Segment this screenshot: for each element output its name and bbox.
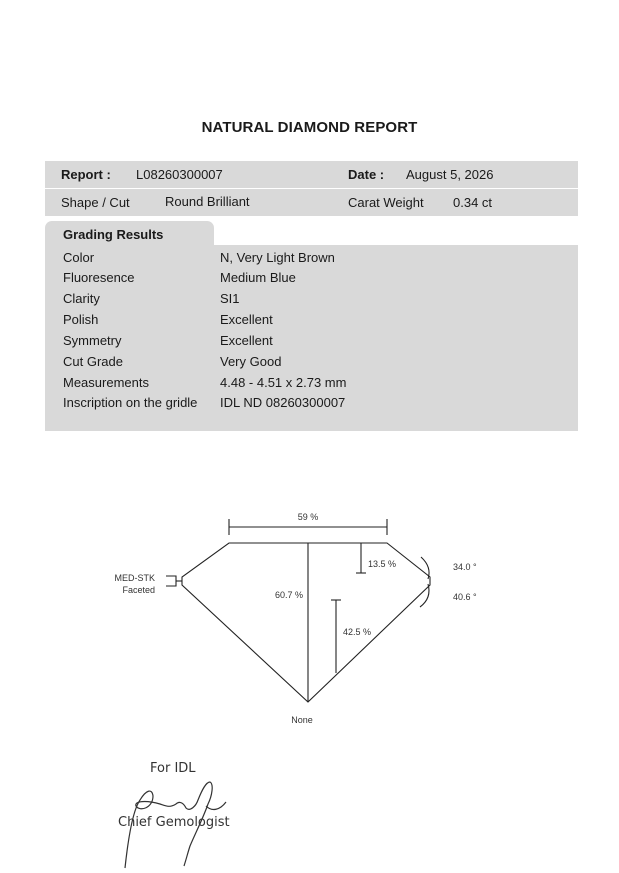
- report-number-label: Report :: [61, 167, 111, 182]
- grading-label: Measurements: [63, 375, 149, 390]
- crown-angle: 34.0 °: [453, 562, 477, 572]
- total-depth-percentage: 60.7 %: [275, 590, 304, 600]
- grading-label: Clarity: [63, 291, 100, 306]
- carat-weight-value: 0.34 ct: [453, 195, 493, 210]
- for-company-text: For IDL: [150, 761, 196, 776]
- grading-value: IDL ND 08260300007: [220, 395, 346, 410]
- carat-weight-label: Carat Weight: [348, 195, 424, 210]
- grading-results-heading: Grading Results: [63, 227, 164, 242]
- grading-label: Fluoresence: [63, 270, 135, 285]
- grading-value: N, Very Light Brown: [220, 250, 335, 265]
- grading-value: SI1: [220, 291, 240, 306]
- shape-cut-label: Shape / Cut: [61, 195, 130, 210]
- grading-label: Inscription on the gridle: [63, 395, 198, 410]
- report-title: NATURAL DIAMOND REPORT: [201, 119, 418, 136]
- girdle-bracket: [166, 576, 176, 586]
- grading-value: 4.48 - 4.51 x 2.73 mm: [220, 375, 347, 390]
- chief-gemologist-title: Chief Gemologist: [118, 815, 230, 830]
- signature-block: [118, 761, 230, 868]
- grading-label: Symmetry: [63, 333, 122, 348]
- culet-size: None: [291, 715, 313, 725]
- date-value: August 5, 2026: [406, 167, 494, 182]
- date-label: Date :: [348, 167, 385, 182]
- pavilion-angle: 40.6 °: [453, 592, 477, 602]
- grading-value: Medium Blue: [220, 270, 296, 285]
- girdle-finish: Faceted: [122, 585, 155, 595]
- table-percentage: 59 %: [297, 512, 319, 522]
- grading-value: Very Good: [220, 354, 282, 369]
- report-number-value: L08260300007: [136, 167, 223, 182]
- grading-label: Polish: [63, 312, 99, 327]
- grading-value: Excellent: [220, 312, 273, 327]
- pavilion-depth-percentage: 42.5 %: [343, 627, 372, 637]
- girdle-thickness: MED-STK: [114, 573, 155, 583]
- shape-cut-value: Round Brilliant: [165, 194, 250, 209]
- grading-label: Color: [63, 250, 95, 265]
- grading-label: Cut Grade: [63, 354, 123, 369]
- grading-value: Excellent: [220, 333, 273, 348]
- crown-height-percentage: 13.5 %: [368, 559, 397, 569]
